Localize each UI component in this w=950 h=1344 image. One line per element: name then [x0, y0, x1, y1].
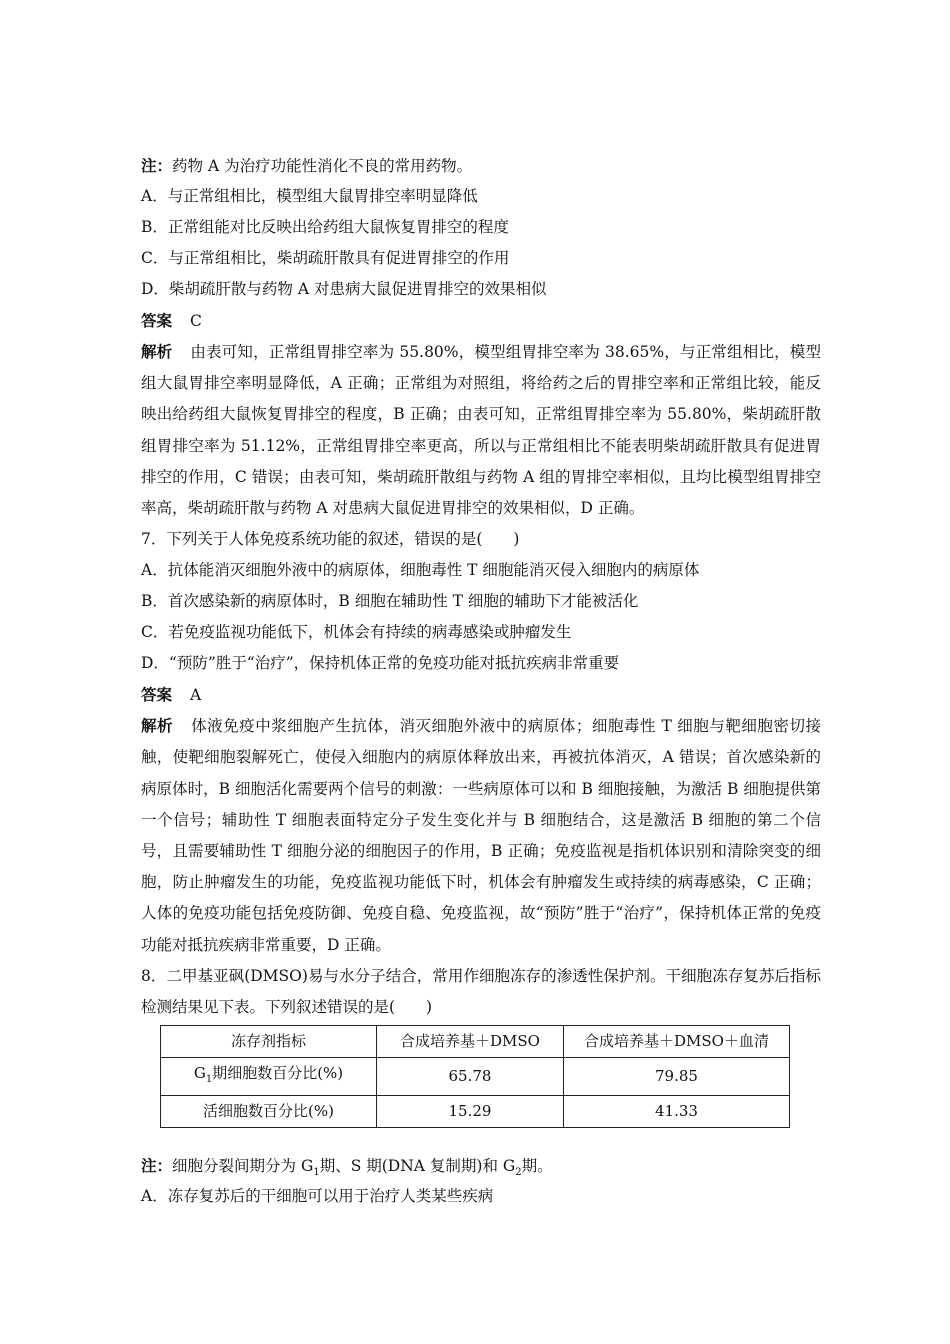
table-row — [161, 1096, 790, 1128]
note-text: 药物 A 为治疗功能性消化不良的常用药物。 — [172, 157, 473, 175]
q6-note — [141, 150, 821, 181]
table-row — [161, 1058, 790, 1096]
q7-stem: 7．下列关于人体免疫系统功能的叙述，错误的是( ) — [141, 530, 520, 549]
table-cell: 41.33 — [564, 1096, 790, 1128]
q7-option-b: B．首次感染新的病原体时，B 细胞在辅助性 T 细胞的辅助下才能被活化 — [141, 592, 639, 611]
q8-stem: 8．二甲基亚砜(DMSO)易与水分子结合，常用作细胞冻存的渗透性保护剂。干细胞冻存复苏后指标检测结果见下表。下列叙述错误的是( ) — [141, 966, 821, 1017]
q7-analysis — [141, 710, 821, 961]
analysis-text: 由表可知，正常组胃排空率为 55.80%，模型组胃排空率为 38.65%，与正常组相比，模型组大鼠胃排空率明显降低，A 正确；正常组为对照组，将给药之后的胃排空率和正常组比较，能反映出给药组大鼠恢复胃排空的程度，B 正确；由表可知，正常组胃排空率为 55.80%，柴胡疏肝散组胃排空率为 51.12%，正常组胃排空率更高，所以与正常组相比不能表明柴胡疏肝散具有促进胃排空的作用，C 错误；由表可知，柴胡疏肝散组与药物 A 组的胃排空率相似，且均比模型组胃排空率高，柴胡疏肝散与药物 A 对患病大鼠促进胃排空的效果相似，D 正确。 — [141, 343, 822, 518]
q6-analysis — [141, 336, 821, 524]
q7-option-a: A．抗体能消灭细胞外液中的病原体，细胞毒性 T 细胞能消灭侵入细胞内的病原体 — [141, 561, 700, 580]
table-header-row — [161, 1026, 790, 1058]
q8-note: 注：细胞分裂间期分为 $G_1$期、S 期(DNA 复制期)和 $G_2$期。 — [141, 1156, 553, 1179]
q7-option-d: D．“预防”胜于“治疗”，保持机体正常的免疫功能对抵抗疾病非常重要 — [141, 654, 620, 673]
answer-label: 答案 — [141, 311, 173, 330]
table-cell: 65.78 — [377, 1058, 564, 1096]
table-cell: 79.85 — [564, 1058, 790, 1096]
analysis-text: 体液免疫中浆细胞产生抗体，消灭细胞外液中的病原体；细胞毒性 T 细胞与靶细胞密切接触，使靶细胞裂解死亡，使侵入细胞内的病原体释放出来，再被抗体消灭，A 错误；首次感染新的病原体时，B 细胞活化需要两个信号的刺激：一些病原体可以和 B 细胞接触，为激活 B 细胞提供第一个信号；辅助性 T 细胞表面特定分子发生变化并与 B 细胞结合，这是激活 B 细胞的第二个信号，且需要辅助性 T 细胞分泌的细胞因子的作用，B 正确；免疫监视是指机体识别和清除突变的细胞，防止肿瘤发生的功能，免疫监视功能低下时，机体会有肿瘤发生或持续的病毒感染，C 正确；人体的免疫功能包括免疫防御、免疫自稳、免疫监视，故“预防”胜于“治疗”，保持机体正常的免疫功能对抵抗疾病非常重要，D 正确。 — [141, 717, 821, 954]
answer-value: A — [190, 686, 202, 705]
document-page — [141, 150, 821, 1212]
analysis-label: 解析 — [141, 342, 173, 361]
cryo-table — [160, 1025, 790, 1128]
analysis-label: 解析 — [141, 716, 174, 736]
table-header: 合成培养基＋DMSO — [377, 1026, 564, 1058]
answer-value: C — [190, 312, 202, 330]
q7-option-c: C．若免疫监视功能低下，机体会有持续的病毒感染或肿瘤发生 — [141, 623, 572, 642]
table-cell: 15.29 — [377, 1096, 564, 1128]
q6-option-c: C．与正常组相比，柴胡疏肝散具有促进胃排空的作用 — [141, 249, 510, 267]
row-label: 活细胞数百分比(%) — [161, 1096, 377, 1128]
q7-answer — [141, 679, 821, 710]
q6-option-a: A．与正常组相比，模型组大鼠胃排空率明显降低 — [141, 187, 478, 205]
q6-answer — [141, 305, 821, 336]
table-header: 冻存剂指标 — [161, 1026, 377, 1058]
answer-label: 答案 — [141, 685, 173, 705]
q8-option-a: A．冻存复苏后的干细胞可以用于治疗人类某些疾病 — [141, 1187, 494, 1206]
q6-option-d: D．柴胡疏肝散与药物 A 对患病大鼠促进胃排空的效果相似 — [141, 280, 547, 298]
q6-option-b: B．正常组能对比反映出给药组大鼠恢复胃排空的程度 — [141, 218, 509, 236]
row-label: $G_1$期细胞数百分比(%) — [161, 1058, 377, 1096]
table-header: 合成培养基＋DMSO＋血清 — [564, 1026, 790, 1058]
note-label: 注： — [141, 1156, 173, 1176]
note-label: 注： — [141, 156, 173, 175]
